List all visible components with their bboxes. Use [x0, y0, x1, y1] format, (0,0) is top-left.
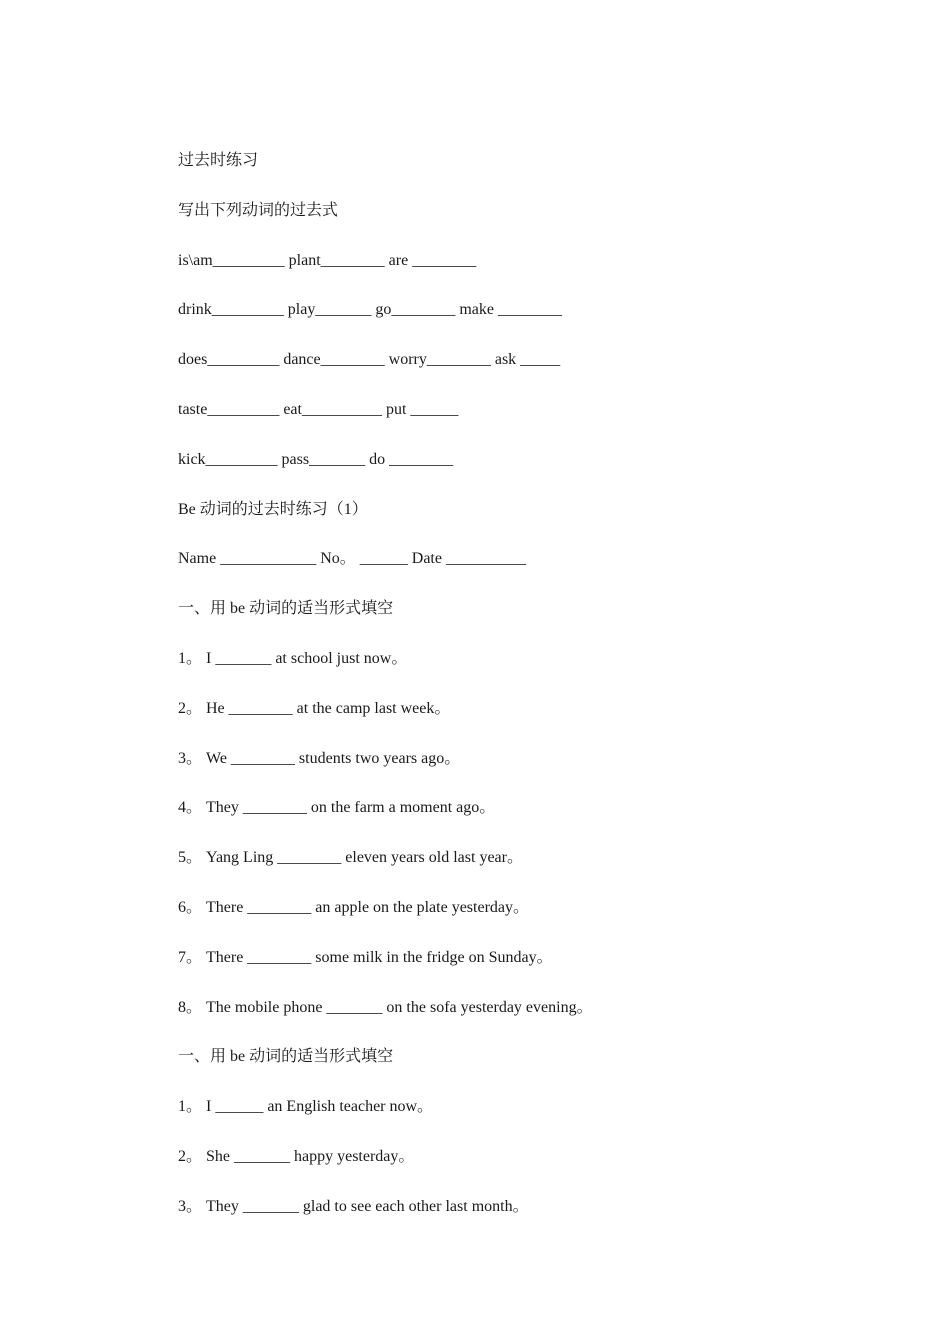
exercise-item: 3。 They _______ glad to see each other last month。 [178, 1197, 529, 1215]
exercise-item: 8。 The mobile phone _______ on the sofa yesterday evening。 [178, 998, 593, 1016]
exercise-item: 6。 There ________ an apple on the plate yesterday。 [178, 898, 530, 916]
exercise-item: 1。 I _______ at school just now。 [178, 649, 408, 667]
exercise-item: 5。 Yang Ling ________ eleven years old last year。 [178, 849, 523, 867]
section-heading: 一、用 be 动词的适当形式填空 [178, 1048, 394, 1066]
exercise-item: 2。 He ________ at the camp last week。 [178, 699, 451, 717]
document-content [178, 146, 878, 1242]
verb-row: does_________ dance________ worry________ ask _____ [178, 351, 561, 369]
exercise-item: 7。 There ________ some milk in the fridge on Sunday。 [178, 948, 553, 966]
section-heading: 一、用 be 动词的适当形式填空 [178, 600, 394, 618]
exercise-item: 2。 She _______ happy yesterday。 [178, 1147, 415, 1165]
verb-row: kick_________ pass_______ do ________ [178, 450, 454, 468]
exercise-item: 4。 They ________ on the farm a moment ago。 [178, 799, 496, 817]
section-instruction: 写出下列动词的过去式 [178, 201, 339, 219]
document-title: 过去时练习 [178, 152, 259, 169]
verb-row: taste_________ eat__________ put ______ [178, 400, 459, 418]
name-no-date-line: Name ____________ No。 ______ Date __________ [178, 550, 526, 568]
verb-row: drink_________ play_______ go________ make ________ [178, 301, 562, 319]
exercise-item: 3。 We ________ students two years ago。 [178, 749, 461, 767]
verb-row: is\am_________ plant________ are ________ [178, 251, 477, 269]
exercise-item: 1。 I ______ an English teacher now。 [178, 1098, 434, 1116]
exercise-heading: Be 动词的过去时练习（1） [178, 500, 368, 518]
